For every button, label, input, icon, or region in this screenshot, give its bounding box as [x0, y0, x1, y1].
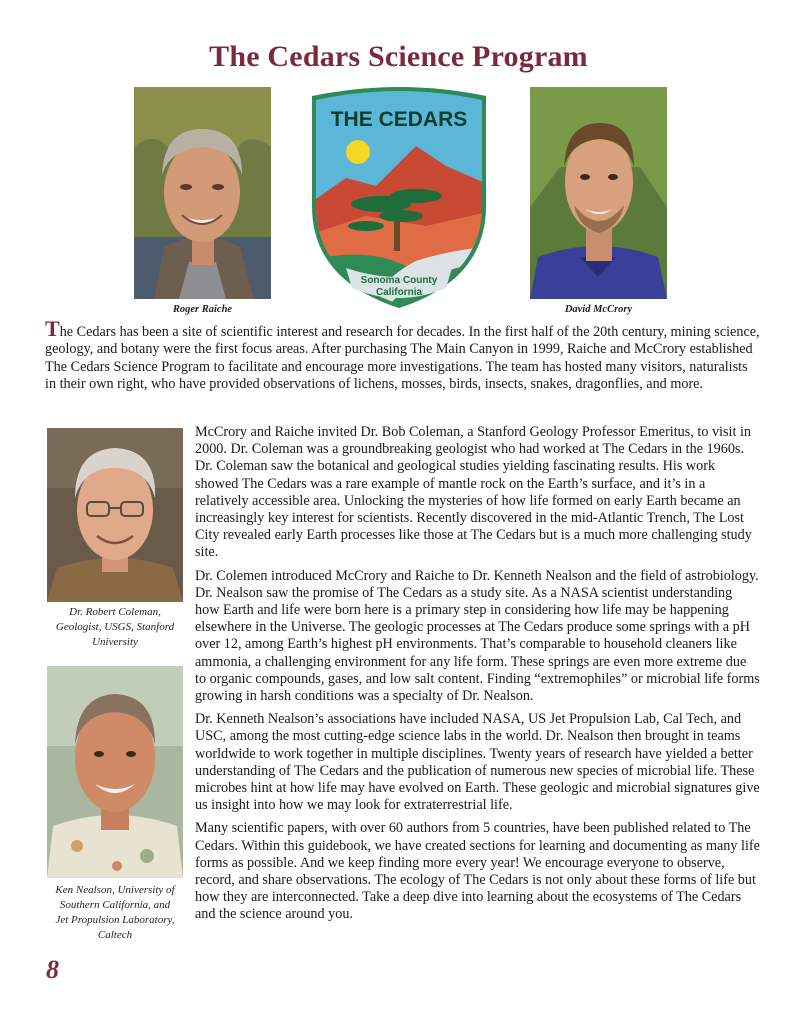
caption-ken-nealson: [38, 883, 192, 943]
caption-coleman-line2: Geologist, USGS, Stanford: [55, 621, 175, 633]
page-title: The Cedars Science Program: [209, 40, 588, 73]
caption-roger-raiche: Roger Raiche: [172, 304, 233, 315]
the-cedars-logo: [306, 86, 492, 308]
dropcap-letter: T: [45, 316, 60, 341]
caption-nealson-line4: Caltech: [97, 929, 133, 941]
intro-paragraph: [45, 316, 760, 394]
body-column: [195, 424, 760, 930]
paragraph-scientific-papers: Many scientific papers, with over 60 authors from 5 countries, have been published related to The Cedars. Within this guidebook, we have created sections for learning and documenting as many life forms as possible. And we keep finding more every year! We encourage everyone to observe, record, and share observations. The ecology of The Cedars is not only about these forms of life but how they are interconnected. Take a deep dive into learning about the ecosystems of The Cedars and the science around you.: [195, 820, 760, 923]
logo-state-text: California: [375, 287, 423, 298]
caption-david-mccrory: David McCrory: [564, 304, 633, 315]
caption-coleman-line1: Dr. Robert Coleman,: [69, 606, 161, 618]
photo-david-mccrory: [530, 87, 667, 299]
logo-top-text: THE CEDARS: [330, 108, 468, 131]
photo-robert-coleman: [47, 428, 183, 602]
caption-nealson-line2: Southern California, and: [59, 899, 171, 911]
caption-nealson-line3: Jet Propulsion Laboratory,: [55, 914, 175, 926]
intro-text: he Cedars has been a site of scientific interest and research for decades. In the first half of the 20th century, mining science, geology, and botany were the first focus areas. After purchasing The Main Canyon in 1999, Raiche and McCrory established The Cedars Science Program to facilitate and encourage more investigations. The team has hosted many visitors, naturalists in their own right, who have provided observations of lichens, mosses, birds, insects, snakes, dragonflies, and more.: [45, 324, 760, 393]
caption-robert-coleman: [42, 605, 188, 650]
caption-nealson-line1: Ken Nealson, University of: [55, 884, 175, 896]
photo-ken-nealson: [47, 666, 183, 878]
paragraph-coleman-visit: McCrory and Raiche invited Dr. Bob Coleman, a Stanford Geology Professor Emeritus, to visit in 2000. Dr. Coleman was a groundbreaking geologist who had worked at The Cedars in the 1960s. Dr. Coleman saw the botanical and geological studies yielding fascinating results. His work showed The Cedars was a rare example of mantle rock on the Earth’s surface, and it’s in a relatively accessible area. Unlocking the mysteries of how life formed on early Earth became an increasingly key interest for scientists. Recently discovered in the mid-Atlantic Trench, The Lost City revealed early Earth processes like those at The Cedars but is a much more challenging study site.: [195, 424, 752, 561]
logo-county-text: Sonoma County: [360, 275, 438, 286]
paragraph-astrobiology: Dr. Colemen introduced McCrory and Raiche to Dr. Kenneth Nealson and the field of astrobiology. Dr. Nealson saw the promise of The Cedars as a study site. As a NASA scientist understanding how Earth and life were born here is a primary step in considering how life may be happening elsewhere in the Universe. The geologic processes at The Cedars produce some springs with a pH over 12, among Earth’s highest pH environments. That’s comparable to household cleaners like ammonia, a challenging environment for any life form. These springs are even more extreme due to organic compounds, gases, and low salt content. Finding “extremophiles” or microbial life forms growing in harsh conditions was a specialty of Dr. Nealson.: [195, 567, 760, 705]
caption-coleman-line3: University: [92, 636, 138, 648]
page-number: 8: [46, 955, 59, 984]
photo-roger-raiche: [134, 87, 271, 299]
paragraph-nealson-associations: Dr. Kenneth Nealson’s associations have included NASA, US Jet Propulsion Lab, Cal Tech, and USC, among the most cutting-edge science labs in the world. Dr. Nealson then brought in teams worldwide to work together in multiple disciplines. Twenty years of research have yielded a better understanding of The Cedars and the publication of numerous new species of microbial life. These microbes hint at how life may have evolved on Earth. These geologic and microbial signatures give us insight into how we may look for extraterrestrial life.: [195, 711, 760, 814]
